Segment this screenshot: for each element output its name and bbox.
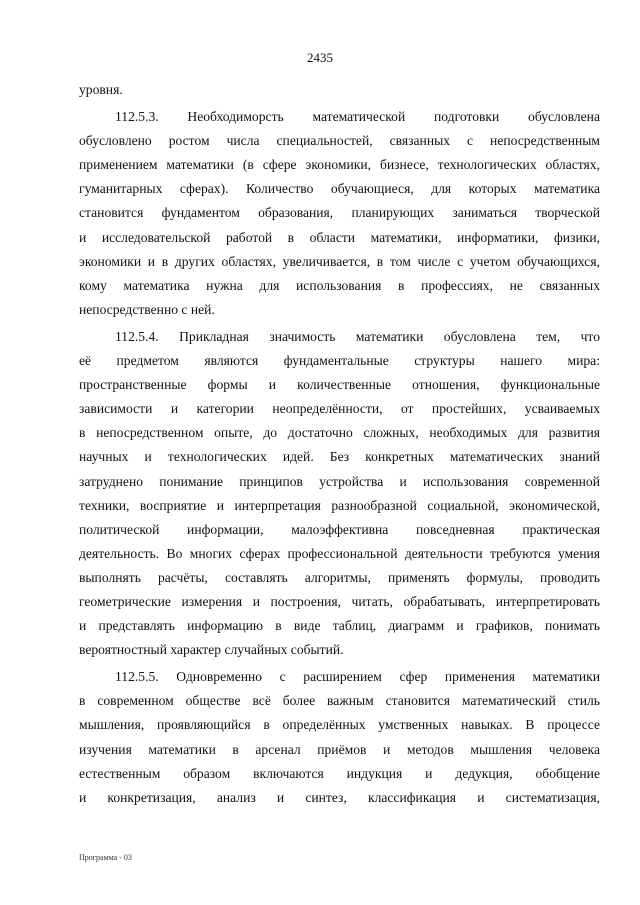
text-line: выполнять расчёты, составлять алгоритмы, применять формулы, проводить <box>79 569 600 585</box>
text-line: её предметом являются фундаментальные структуры нашего мира: <box>79 353 600 369</box>
text-line: 112.5.4. Прикладная значимость математики обусловлена тем, что <box>115 328 600 344</box>
text-line: в современном обществе всё более важным становится математический стиль <box>79 693 600 709</box>
text-line: уровня. <box>79 82 123 97</box>
text-line: и исследовательской работой в области математики, информатики, физики, <box>79 229 600 245</box>
paragraph-112-5-3 <box>79 105 600 322</box>
text-line: изучения математики в арсенал приёмов и методов мышления человека <box>79 741 600 757</box>
paragraph-continuation <box>79 78 600 102</box>
text-line: деятельность. Во многих сферах профессиональной деятельности требуются умения <box>79 545 600 561</box>
text-line: зависимости и категории неопределённости, от простейших, усваиваемых <box>79 401 600 417</box>
text-line: техники, восприятие и интерпретация разнообразной социальной, экономической, <box>79 497 600 513</box>
text-line: непосредственно с ней. <box>79 301 215 317</box>
text-line: становится фундаментом образования, планирующих заниматься творческой <box>79 205 600 221</box>
text-line: и представлять информацию в виде таблиц, диаграмм и графиков, понимать <box>79 618 600 634</box>
page-number: 2435 <box>307 50 333 65</box>
text-line: научных и технологических идей. Без конкретных математических знаний <box>79 449 600 465</box>
footer-label: Программа - 03 <box>79 853 132 862</box>
text-line: пространственные формы и количественные отношения, функциональные <box>79 377 600 393</box>
text-line: кому математика нужна для использования в профессиях, не связанных <box>79 277 600 293</box>
text-line: естественным образом включаются индукция и дедукция, обобщение <box>79 765 600 781</box>
paragraph-112-5-5 <box>79 665 600 810</box>
text-line: вероятностный характер случайных событий. <box>79 642 344 658</box>
paragraph-112-5-4 <box>79 325 600 662</box>
text-line: и конкретизация, анализ и синтез, классификация и систематизация, <box>79 789 600 805</box>
text-line: 112.5.5. Одновременно с расширением сфер применения математики <box>115 669 600 685</box>
text-line: гуманитарных сферах). Количество обучающиеся, для которых математика <box>79 181 600 197</box>
text-line: в непосредственном опыте, до достаточно сложных, необходимых для развития <box>79 425 600 441</box>
text-line: применением математики (в сфере экономики, бизнесе, технологических областях, <box>79 157 600 173</box>
text-line: затруднено понимание принципов устройства и использования современной <box>79 473 600 489</box>
text-line: мышления, проявляющийся в определённых умственных навыках. В процессе <box>79 717 600 733</box>
text-line: геометрические измерения и построения, читать, обрабатывать, интерпретировать <box>79 593 600 609</box>
text-line: обусловлено ростом числа специальностей, связанных с непосредственным <box>79 133 600 149</box>
text-line: политической информации, малоэффективна повседневная практическая <box>79 521 600 537</box>
text-line: 112.5.3. Необходиморсть математической подготовки обусловлена <box>115 109 600 125</box>
text-line: экономики и в других областях, увеличивается, в том числе с учетом обучающихся, <box>79 253 600 269</box>
document-body <box>79 78 600 810</box>
